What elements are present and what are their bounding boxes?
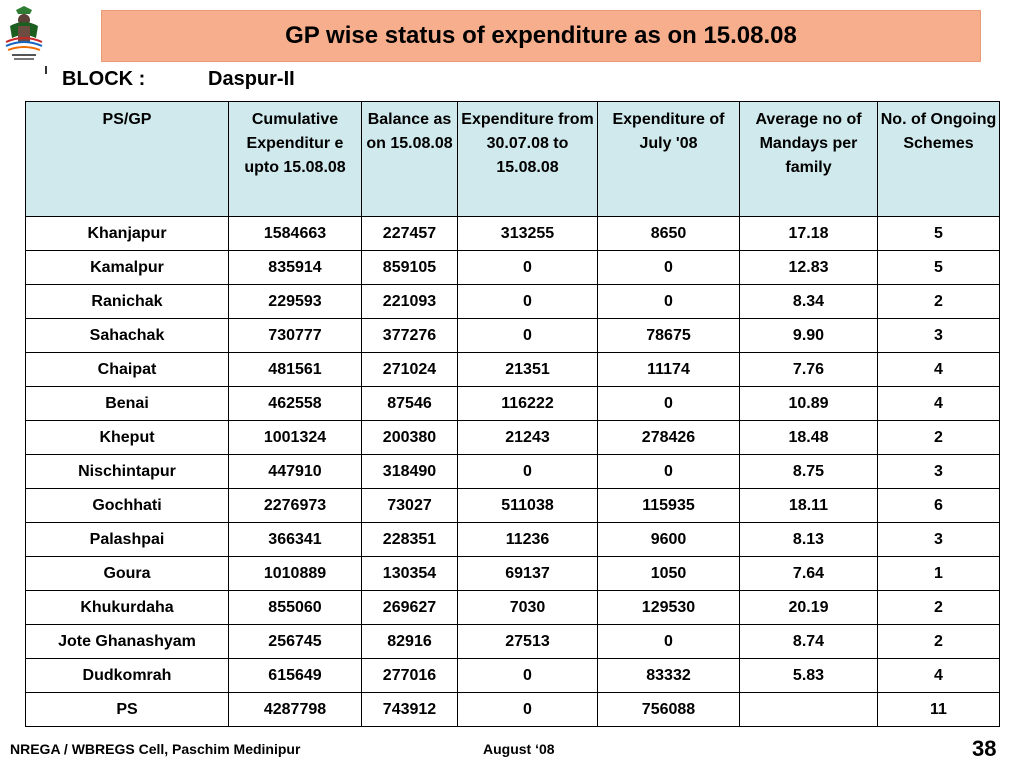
block-label: BLOCK : bbox=[62, 68, 146, 90]
value-cell: 200380 bbox=[362, 421, 458, 455]
value-cell: 313255 bbox=[458, 217, 598, 251]
table-row bbox=[26, 285, 1000, 319]
gp-name-cell: Khanjapur bbox=[26, 217, 229, 251]
expenditure-table bbox=[25, 101, 1000, 727]
page-number: 38 bbox=[972, 736, 997, 761]
gp-name-cell: Gochhati bbox=[26, 489, 229, 523]
value-cell: 2 bbox=[878, 591, 1000, 625]
value-cell: 462558 bbox=[229, 387, 362, 421]
table-header-row bbox=[26, 102, 1000, 217]
value-cell: 9600 bbox=[598, 523, 740, 557]
column-header: Expenditure from 30.07.08 to 15.08.08 bbox=[458, 102, 598, 217]
value-cell: 0 bbox=[458, 659, 598, 693]
value-cell: 130354 bbox=[362, 557, 458, 591]
value-cell: 8650 bbox=[598, 217, 740, 251]
table-row bbox=[26, 489, 1000, 523]
value-cell: 730777 bbox=[229, 319, 362, 353]
value-cell: 2276973 bbox=[229, 489, 362, 523]
value-cell: 3 bbox=[878, 319, 1000, 353]
value-cell: 12.83 bbox=[740, 251, 878, 285]
value-cell: 8.74 bbox=[740, 625, 878, 659]
value-cell: 4 bbox=[878, 387, 1000, 421]
gp-name-cell: Ranichak bbox=[26, 285, 229, 319]
value-cell: 3 bbox=[878, 455, 1000, 489]
gp-name-cell: Goura bbox=[26, 557, 229, 591]
value-cell: 4 bbox=[878, 353, 1000, 387]
value-cell: 0 bbox=[598, 285, 740, 319]
value-cell: 2 bbox=[878, 421, 1000, 455]
value-cell: 82916 bbox=[362, 625, 458, 659]
table-row bbox=[26, 387, 1000, 421]
value-cell: 21243 bbox=[458, 421, 598, 455]
value-cell: 18.11 bbox=[740, 489, 878, 523]
value-cell: 18.48 bbox=[740, 421, 878, 455]
value-cell: 855060 bbox=[229, 591, 362, 625]
value-cell: 83332 bbox=[598, 659, 740, 693]
value-cell: 8.34 bbox=[740, 285, 878, 319]
value-cell: 11 bbox=[878, 693, 1000, 727]
value-cell: 256745 bbox=[229, 625, 362, 659]
table-row bbox=[26, 659, 1000, 693]
value-cell: 0 bbox=[458, 251, 598, 285]
value-cell: 227457 bbox=[362, 217, 458, 251]
value-cell: 743912 bbox=[362, 693, 458, 727]
table-row bbox=[26, 591, 1000, 625]
table-row bbox=[26, 455, 1000, 489]
nrega-logo-icon bbox=[2, 4, 46, 64]
value-cell: 5 bbox=[878, 251, 1000, 285]
value-cell: 20.19 bbox=[740, 591, 878, 625]
value-cell: 115935 bbox=[598, 489, 740, 523]
table-row bbox=[26, 421, 1000, 455]
table-row bbox=[26, 557, 1000, 591]
gp-name-cell: Jote Ghanashyam bbox=[26, 625, 229, 659]
footer-date: August ‘08 bbox=[483, 741, 555, 757]
gp-name-cell: Khukurdaha bbox=[26, 591, 229, 625]
value-cell: 6 bbox=[878, 489, 1000, 523]
block-line bbox=[62, 68, 295, 91]
value-cell: 1 bbox=[878, 557, 1000, 591]
value-cell: 0 bbox=[598, 625, 740, 659]
table-row bbox=[26, 693, 1000, 727]
divider bbox=[45, 66, 47, 74]
column-header: PS/GP bbox=[26, 102, 229, 217]
value-cell: 7.76 bbox=[740, 353, 878, 387]
value-cell: 10.89 bbox=[740, 387, 878, 421]
gp-name-cell: Kamalpur bbox=[26, 251, 229, 285]
value-cell: 87546 bbox=[362, 387, 458, 421]
column-header: Cumulative Expenditur e upto 15.08.08 bbox=[229, 102, 362, 217]
value-cell: 318490 bbox=[362, 455, 458, 489]
value-cell: 221093 bbox=[362, 285, 458, 319]
value-cell: 8.13 bbox=[740, 523, 878, 557]
value-cell: 73027 bbox=[362, 489, 458, 523]
value-cell: 1010889 bbox=[229, 557, 362, 591]
value-cell: 0 bbox=[598, 455, 740, 489]
value-cell: 1584663 bbox=[229, 217, 362, 251]
value-cell: 377276 bbox=[362, 319, 458, 353]
gp-name-cell: Nischintapur bbox=[26, 455, 229, 489]
table-row bbox=[26, 353, 1000, 387]
value-cell: 11174 bbox=[598, 353, 740, 387]
gp-name-cell: Kheput bbox=[26, 421, 229, 455]
value-cell: 756088 bbox=[598, 693, 740, 727]
value-cell: 69137 bbox=[458, 557, 598, 591]
value-cell: 615649 bbox=[229, 659, 362, 693]
value-cell: 447910 bbox=[229, 455, 362, 489]
table-row bbox=[26, 625, 1000, 659]
column-header: Average no of Mandays per family bbox=[740, 102, 878, 217]
value-cell: 859105 bbox=[362, 251, 458, 285]
title-banner bbox=[101, 10, 981, 62]
value-cell bbox=[740, 693, 878, 727]
value-cell: 1001324 bbox=[229, 421, 362, 455]
value-cell: 0 bbox=[598, 387, 740, 421]
value-cell: 78675 bbox=[598, 319, 740, 353]
value-cell: 7030 bbox=[458, 591, 598, 625]
value-cell: 5 bbox=[878, 217, 1000, 251]
table-row bbox=[26, 251, 1000, 285]
value-cell: 366341 bbox=[229, 523, 362, 557]
table-row bbox=[26, 319, 1000, 353]
value-cell: 0 bbox=[458, 285, 598, 319]
gp-name-cell: Benai bbox=[26, 387, 229, 421]
gp-name-cell: Sahachak bbox=[26, 319, 229, 353]
value-cell: 8.75 bbox=[740, 455, 878, 489]
value-cell: 5.83 bbox=[740, 659, 878, 693]
value-cell: 116222 bbox=[458, 387, 598, 421]
value-cell: 2 bbox=[878, 285, 1000, 319]
value-cell: 229593 bbox=[229, 285, 362, 319]
value-cell: 129530 bbox=[598, 591, 740, 625]
page-title: GP wise status of expenditure as on 15.08.08 bbox=[285, 22, 797, 49]
value-cell: 0 bbox=[458, 693, 598, 727]
value-cell: 0 bbox=[598, 251, 740, 285]
gp-name-cell: Palashpai bbox=[26, 523, 229, 557]
gp-name-cell: PS bbox=[26, 693, 229, 727]
value-cell: 9.90 bbox=[740, 319, 878, 353]
value-cell: 269627 bbox=[362, 591, 458, 625]
value-cell: 4287798 bbox=[229, 693, 362, 727]
value-cell: 27513 bbox=[458, 625, 598, 659]
value-cell: 11236 bbox=[458, 523, 598, 557]
value-cell: 0 bbox=[458, 455, 598, 489]
value-cell: 0 bbox=[458, 319, 598, 353]
value-cell: 17.18 bbox=[740, 217, 878, 251]
column-header: Balance as on 15.08.08 bbox=[362, 102, 458, 217]
value-cell: 1050 bbox=[598, 557, 740, 591]
column-header: No. of Ongoing Schemes bbox=[878, 102, 1000, 217]
gp-name-cell: Dudkomrah bbox=[26, 659, 229, 693]
value-cell: 481561 bbox=[229, 353, 362, 387]
table-row bbox=[26, 217, 1000, 251]
value-cell: 277016 bbox=[362, 659, 458, 693]
table-body bbox=[26, 217, 1000, 727]
column-header: Expenditure of July '08 bbox=[598, 102, 740, 217]
value-cell: 228351 bbox=[362, 523, 458, 557]
footer-organization: NREGA / WBREGS Cell, Paschim Medinipur bbox=[10, 741, 301, 757]
value-cell: 21351 bbox=[458, 353, 598, 387]
gp-name-cell: Chaipat bbox=[26, 353, 229, 387]
value-cell: 7.64 bbox=[740, 557, 878, 591]
value-cell: 278426 bbox=[598, 421, 740, 455]
value-cell: 3 bbox=[878, 523, 1000, 557]
value-cell: 835914 bbox=[229, 251, 362, 285]
block-value: Daspur-II bbox=[208, 68, 295, 90]
value-cell: 511038 bbox=[458, 489, 598, 523]
value-cell: 271024 bbox=[362, 353, 458, 387]
table-row bbox=[26, 523, 1000, 557]
value-cell: 4 bbox=[878, 659, 1000, 693]
value-cell: 2 bbox=[878, 625, 1000, 659]
